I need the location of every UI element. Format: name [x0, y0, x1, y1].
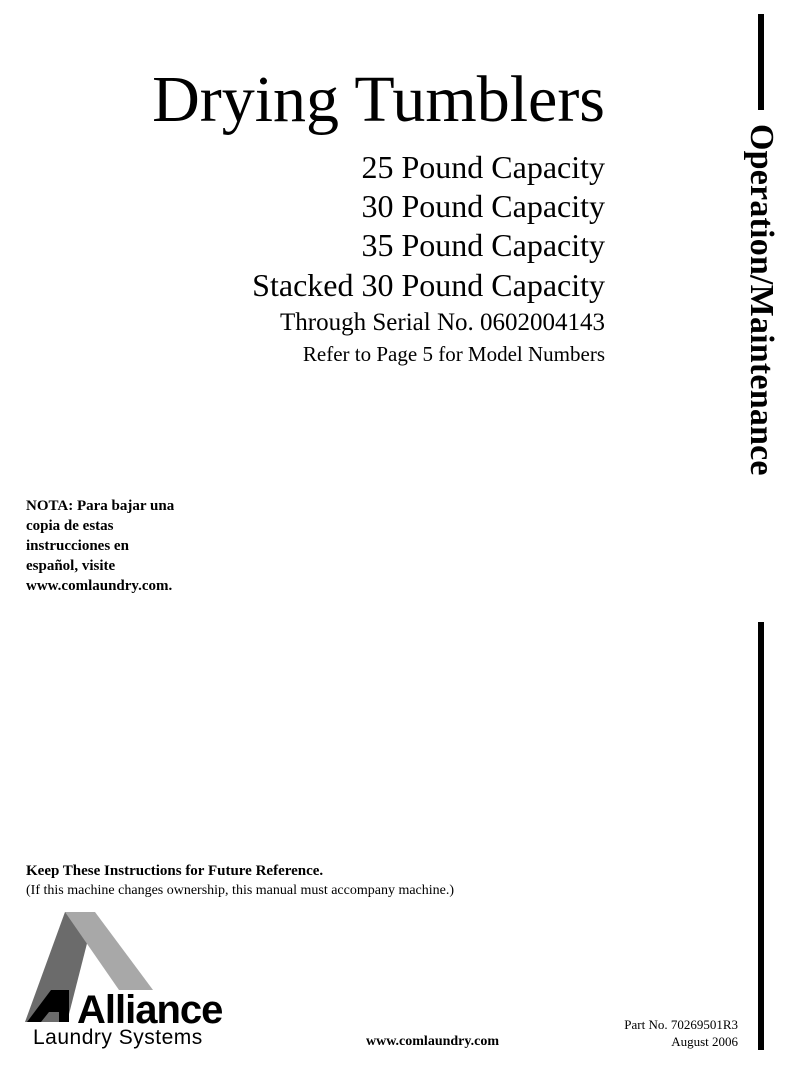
nota-line: copia de estas — [26, 518, 114, 534]
footer-website: www.comlaundry.com — [366, 1034, 499, 1049]
nota-spanish — [26, 496, 226, 596]
nota-line: instrucciones en — [26, 538, 129, 554]
capacity-35: 35 Pound Capacity — [361, 227, 605, 263]
sidebar-bar-bottom — [758, 622, 764, 1050]
logo-subtitle: Laundry Systems — [33, 1026, 203, 1049]
sidebar-bar-top — [758, 14, 764, 110]
model-numbers-reference: Refer to Page 5 for Model Numbers — [302, 342, 605, 366]
alliance-logo — [25, 912, 270, 1052]
capacity-stacked-30: Stacked 30 Pound Capacity — [252, 267, 605, 303]
title: Drying Tumblers — [152, 63, 605, 136]
ownership-note: (If this machine changes ownership, this manual must accompany machine.) — [26, 883, 455, 898]
part-number: Part No. 70269501R3 — [624, 1017, 738, 1032]
keep-instructions: Keep These Instructions for Future Reference. — [26, 863, 324, 879]
logo-brand: Alliance — [77, 988, 223, 1032]
serial-range: Through Serial No. 0602004143 — [280, 309, 605, 336]
sidebar — [743, 0, 780, 1070]
nota-line: www.comlaundry.com. — [26, 578, 173, 594]
publication-date: August 2006 — [671, 1034, 738, 1049]
nota-line: NOTA: Para bajar una — [26, 498, 175, 514]
sidebar-label: Operation/Maintenance — [743, 124, 780, 476]
capacity-30: 30 Pound Capacity — [361, 188, 605, 224]
nota-line: español, visite — [26, 558, 116, 574]
capacity-25: 25 Pound Capacity — [361, 149, 605, 185]
